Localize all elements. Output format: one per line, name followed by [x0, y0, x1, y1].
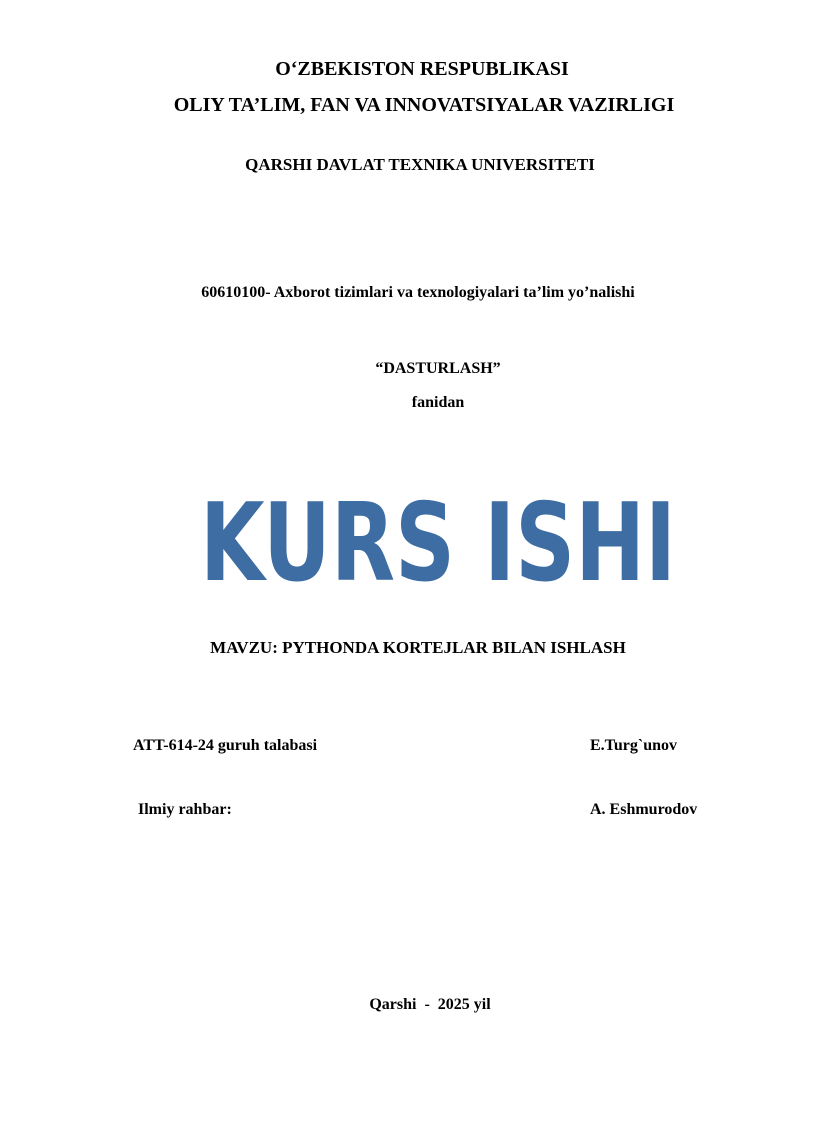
- document-title-graphic: [196, 470, 680, 606]
- document-title: [0, 470, 800, 606]
- advisor-name: A. Eshmurodov: [590, 801, 698, 818]
- topic-line: MAVZU: PYTHONDA KORTEJLAR BILAN ISHLASH: [210, 638, 626, 657]
- document-title-text: KURS ISHI: [200, 481, 676, 606]
- republic-heading: O‘ZBEKISTON RESPUBLIKASI: [275, 58, 569, 80]
- place-and-year: Qarshi - 2025 yil: [369, 996, 491, 1013]
- advisor-label: Ilmiy rahbar:: [138, 801, 232, 818]
- program-line: 60610100- Axborot tizimlari va texnologiyalari ta’lim yo’nalishi: [201, 284, 635, 301]
- subject-suffix: fanidan: [411, 394, 465, 411]
- university-heading: QARSHI DAVLAT TEXNIKA UNIVERSITETI: [245, 155, 595, 174]
- ministry-heading: OLIY TA’LIM, FAN VA INNOVATSIYALAR VAZIRLIGI: [173, 94, 675, 116]
- student-label: ATT-614-24 guruh talabasi: [133, 737, 318, 754]
- subject-name: “DASTURLASH”: [375, 360, 501, 377]
- student-name: E.Turg`unov: [590, 737, 677, 754]
